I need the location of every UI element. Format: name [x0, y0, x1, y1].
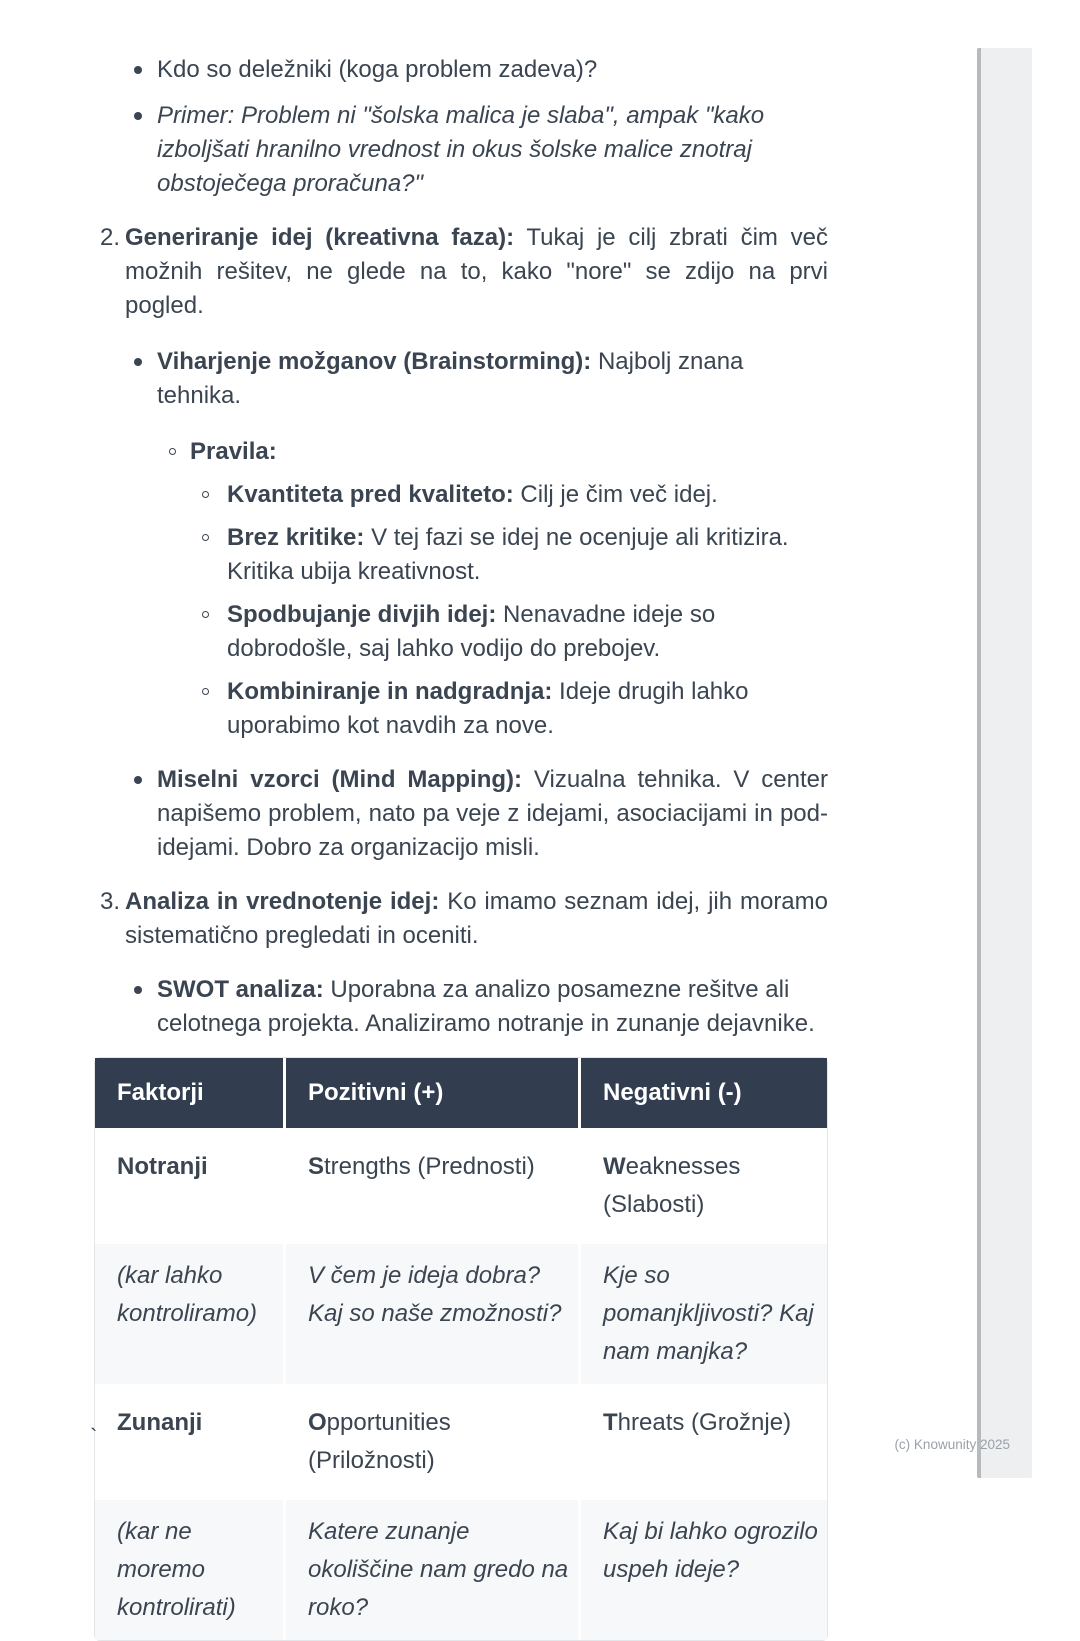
bullet-text	[227, 478, 828, 512]
list-item	[125, 53, 828, 87]
sublist-item	[193, 598, 828, 666]
table-cell	[286, 1386, 578, 1498]
cell-lead: S	[308, 1153, 325, 1180]
bullet-body: Nenavadne ideje so dobrodošle, saj lahko vodijo do prebojev.	[227, 601, 716, 662]
table-cell: (kar lahko kontroliramo)	[95, 1244, 283, 1384]
bullet-title: Kvantiteta pred kvaliteto:	[227, 481, 514, 508]
table-cell: V čem je ideja dobra? Kaj so naše zmožnosti?	[286, 1244, 578, 1384]
table-header-cell: Pozitivni (+)	[286, 1058, 578, 1128]
bullet-body: Ideje drugih lahko uporabimo kot navdih za nove.	[227, 678, 749, 739]
bullet-body: Cilj je čim več idej.	[520, 481, 718, 508]
cell-lead: Zunanji	[117, 1409, 203, 1436]
bullet-text	[227, 598, 828, 666]
item-text	[125, 221, 828, 323]
list-item	[125, 763, 828, 865]
list-item	[125, 973, 828, 1041]
scrollbar-track[interactable]	[977, 48, 1032, 1478]
cell-rest: trengths (Prednosti)	[324, 1153, 535, 1180]
item-number: 3.	[100, 888, 121, 915]
numbered-item	[100, 885, 828, 953]
bullet-body: Vizualna tehnika. V center napišemo problem, nato pa veje z idejami, asociacijami in pod-idejami. Dobro za organizacijo misli.	[157, 766, 829, 861]
table-cell: (kar ne moremo kontrolirati)	[95, 1500, 283, 1640]
bullet-text	[227, 521, 828, 589]
swot-table	[94, 1057, 828, 1641]
table-cell	[581, 1130, 827, 1242]
cell-lead: W	[603, 1153, 626, 1180]
table-cell	[581, 1386, 827, 1498]
bullet-title: Miselni vzorci (Mind Mapping):	[157, 766, 523, 793]
bullet-title: Viharjenje možganov (Brainstorming):	[157, 348, 592, 375]
bullet-title: Kombiniranje in nadgradnja:	[227, 678, 553, 705]
table-cell: Kaj bi lahko ogrozilo uspeh ideje?	[581, 1500, 827, 1640]
item-title: Generiranje idej (kreativna faza):	[125, 224, 515, 251]
sublist-item	[193, 478, 828, 512]
bullet-text	[157, 53, 828, 87]
bullet-title: Pravila:	[190, 438, 277, 465]
swot-table-grid	[95, 1058, 827, 1640]
item-title: Analiza in vrednotenje idej:	[125, 888, 440, 915]
bullet-title: SWOT analiza:	[157, 976, 324, 1003]
cell-lead: Notranji	[117, 1153, 208, 1180]
bullet-text	[190, 435, 828, 469]
item-body: Tukaj je cilj zbrati čim več možnih rešitev, ne glede na to, kako "nore" se zdijo na prvi pogled.	[125, 224, 829, 319]
bullet-body: V tej fazi se idej ne ocenjuje ali kritizira. Kritika ubija kreativnost.	[227, 524, 789, 585]
cell-lead: O	[308, 1409, 327, 1436]
bullet-text	[157, 99, 828, 201]
bullet-title: Brez kritike:	[227, 524, 365, 551]
list-item	[125, 345, 828, 413]
item-body: Ko imamo seznam idej, jih moramo sistematično pregledati in oceniti.	[125, 888, 828, 949]
bullet-body: Najbolj znana tehnika.	[157, 348, 744, 409]
copyright-watermark: (c) Knowunity 2025	[894, 1437, 1010, 1452]
cell-rest: eaknesses (Slabosti)	[603, 1153, 741, 1218]
bullet-text	[157, 345, 828, 413]
stray-character: `	[90, 1424, 98, 1449]
table-cell	[95, 1130, 283, 1242]
bullet-title: Spodbujanje divjih idej:	[227, 601, 497, 628]
sublist-item	[160, 435, 828, 469]
item-text	[125, 885, 828, 953]
table-header-cell: Negativni (-)	[581, 1058, 827, 1128]
bullet-text	[157, 763, 828, 865]
table-cell: Kje so pomanjkljivosti? Kaj nam manjka?	[581, 1244, 827, 1384]
cell-lead: T	[603, 1409, 618, 1436]
bullet-body: Primer: Problem ni "šolska malica je slaba", ampak "kako izboljšati hranilno vrednost in okus šolske malice znotraj obstoječega proračuna?"	[157, 102, 765, 197]
table-header-cell: Faktorji	[95, 1058, 283, 1128]
bullet-body: Uporabna za analizo posamezne rešitve ali celotnega projekta. Analiziramo notranje in zunanje dejavnike.	[157, 976, 815, 1037]
table-cell: Katere zunanje okoliščine nam gredo na roko?	[286, 1500, 578, 1640]
list-item	[125, 99, 828, 201]
cell-rest: pportunities (Priložnosti)	[308, 1409, 451, 1474]
cell-rest: hreats (Grožnje)	[617, 1409, 792, 1436]
bullet-text	[227, 675, 828, 743]
table-cell	[286, 1130, 578, 1242]
bullet-text	[157, 973, 828, 1041]
document-content	[100, 0, 828, 1641]
sublist-item	[193, 675, 828, 743]
numbered-item	[100, 221, 828, 323]
item-number: 2.	[100, 224, 121, 251]
bullet-body: Kdo so deležniki (koga problem zadeva)?	[157, 56, 598, 83]
table-cell	[95, 1386, 283, 1498]
sublist-item	[193, 521, 828, 589]
